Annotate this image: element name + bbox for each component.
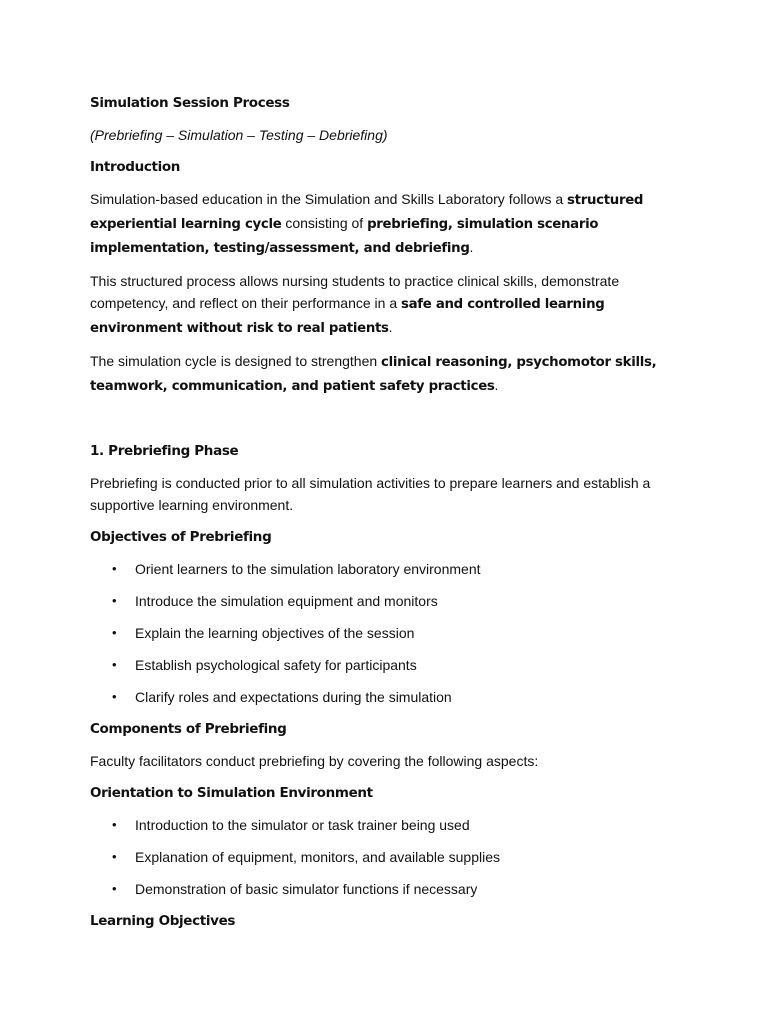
introduction-paragraph-1	[90, 188, 680, 260]
list-item-text: Introduce the simulation equipment and monitors	[135, 593, 438, 609]
bold-text-run: prebriefing, simulation scenario implementation, testing/assessment, and debriefing	[90, 217, 599, 256]
bullet-icon: •	[112, 625, 117, 640]
list-item-text: Demonstration of basic simulator functions if necessary	[135, 881, 478, 897]
list-item	[90, 814, 680, 836]
text-run: This structured process allows nursing students to practice clinical skills, demonstrate competency, and reflect on their performance in a	[90, 273, 620, 311]
text-run: .	[494, 377, 499, 393]
components-heading: Components of Prebriefing	[90, 721, 287, 737]
learning-objectives-heading: Learning Objectives	[90, 913, 236, 929]
objectives-list	[90, 558, 680, 708]
bold-text-run: safe and controlled learning environment without risk to real patients	[90, 297, 605, 336]
list-item-text: Establish psychological safety for participants	[135, 657, 417, 673]
bold-text-run: clinical reasoning, psychomotor skills, teamwork, communication, and patient safety practices	[90, 355, 657, 394]
section-spacer	[90, 408, 680, 440]
bullet-icon: •	[112, 689, 117, 704]
list-item-text: Introduction to the simulator or task trainer being used	[135, 817, 470, 833]
bullet-icon: •	[112, 849, 117, 864]
introduction-paragraph-3	[90, 350, 680, 398]
bold-text-run: structured experiential learning cycle	[90, 193, 644, 232]
list-item-text: Explain the learning objectives of the session	[135, 625, 415, 641]
list-item	[90, 878, 680, 900]
bullet-icon: •	[112, 817, 117, 832]
text-run: consisting of	[281, 215, 368, 231]
text-run: The simulation cycle is designed to strengthen	[90, 353, 382, 369]
components-text: Faculty facilitators conduct prebriefing by covering the following aspects:	[90, 753, 539, 769]
orientation-list	[90, 814, 680, 900]
bullet-icon: •	[112, 593, 117, 608]
text-run: Simulation-based education in the Simulation and Skills Laboratory follows a	[90, 191, 568, 207]
list-item	[90, 558, 680, 580]
text-run: .	[469, 239, 474, 255]
list-item	[90, 846, 680, 868]
document-title: Simulation Session Process	[90, 95, 290, 111]
introduction-heading: Introduction	[90, 159, 181, 175]
bullet-icon: •	[112, 881, 117, 896]
prebriefing-description: Prebriefing is conducted prior to all simulation activities to prepare learners and establish a supportive learning environment.	[90, 475, 651, 513]
document-subtitle: (Prebriefing – Simulation – Testing – Debriefing)	[90, 127, 388, 143]
list-item	[90, 590, 680, 612]
orientation-heading: Orientation to Simulation Environment	[90, 785, 373, 801]
bullet-icon: •	[112, 561, 117, 576]
list-item-text: Orient learners to the simulation laboratory environment	[135, 561, 481, 577]
prebriefing-heading: 1. Prebriefing Phase	[90, 443, 239, 459]
list-item-text: Explanation of equipment, monitors, and available supplies	[135, 849, 501, 865]
objectives-heading: Objectives of Prebriefing	[90, 529, 272, 545]
introduction-paragraph-2	[90, 270, 680, 340]
list-item	[90, 654, 680, 676]
list-item-text: Clarify roles and expectations during the simulation	[135, 689, 452, 705]
list-item	[90, 622, 680, 644]
document-page	[90, 92, 680, 942]
list-item	[90, 686, 680, 708]
text-run: .	[388, 319, 393, 335]
bullet-icon: •	[112, 657, 117, 672]
